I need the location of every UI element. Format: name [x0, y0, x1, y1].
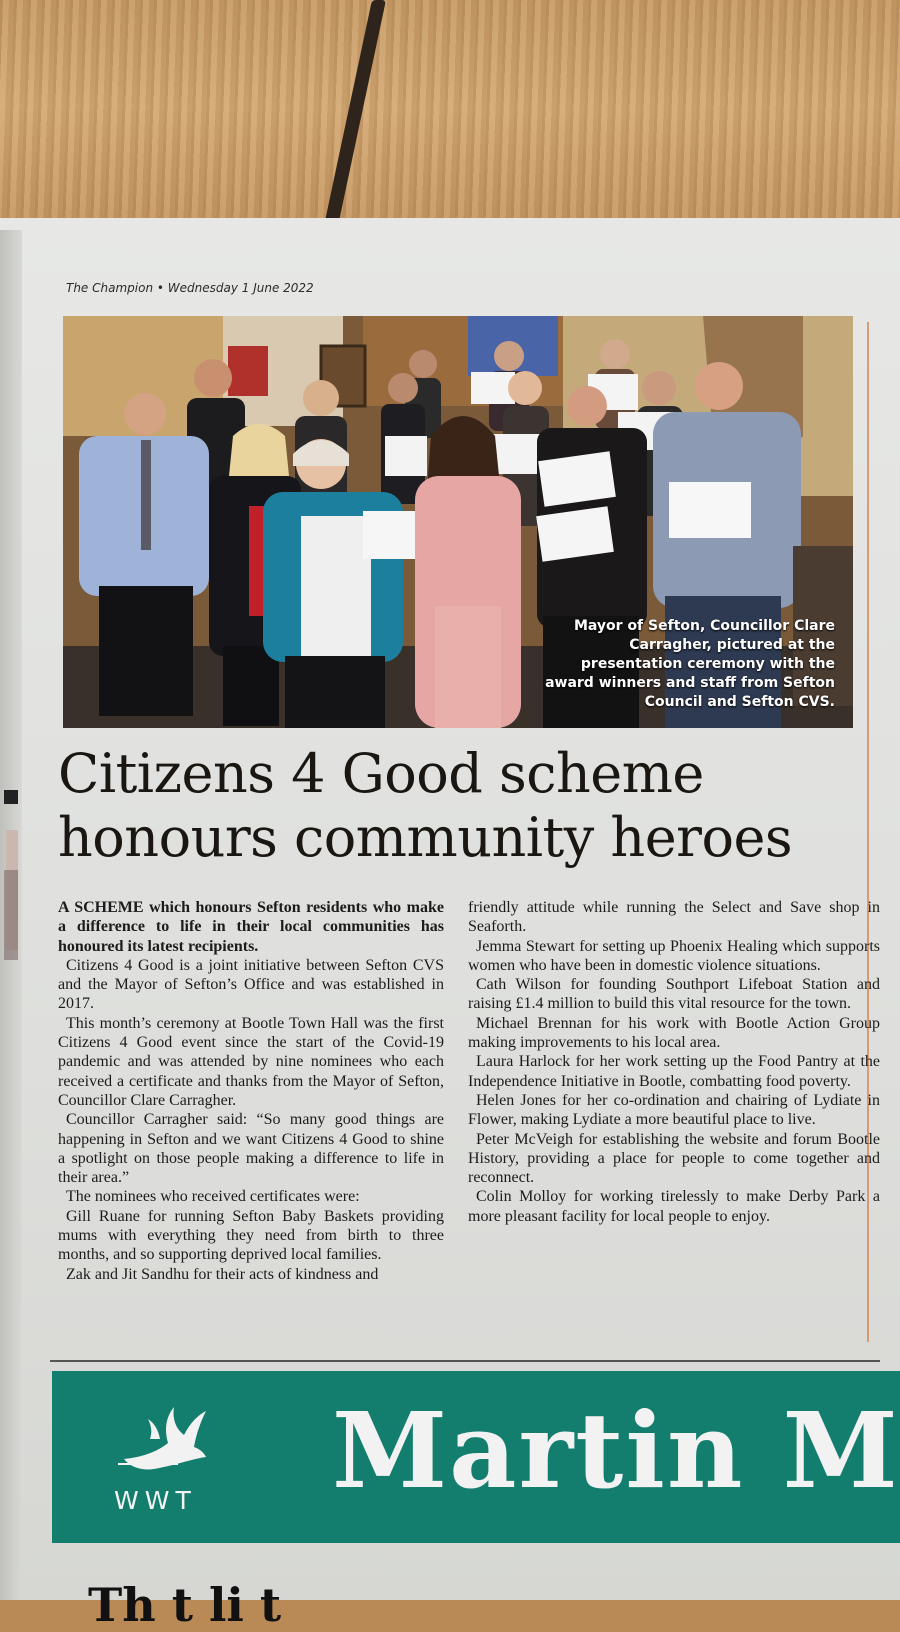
- previous-page-edge: [0, 230, 22, 1600]
- next-article-headline-fragment: [88, 1578, 868, 1632]
- article-paragraph: Councillor Carragher said: “So many good things are happening in Sefton and we want Citizens 4 Good to shine a spotlight on those people making a difference to life in their area.”: [58, 1111, 444, 1187]
- article-paragraph: The nominees who received certificates were:: [66, 1188, 360, 1206]
- swan-icon: [114, 1399, 210, 1479]
- article-paragraph: Jemma Stewart for setting up Phoenix Healing which supports women who have been in domestic violence situations.: [468, 937, 880, 974]
- article-lead: A SCHEME which honours Sefton residents who make a difference to life in their local communities has honoured its latest recipients.: [58, 899, 444, 955]
- article-paragraph: Colin Molloy for working tirelessly to make Derby Park a more pleasant facility for local people to enjoy.: [468, 1188, 880, 1225]
- advertisement-banner: [52, 1371, 900, 1543]
- ad-headline: Martin M: [332, 1389, 900, 1512]
- section-divider: [50, 1360, 880, 1362]
- table-gap: [323, 0, 386, 230]
- article-paragraph: Gill Ruane for running Sefton Baby Baskets providing mums with everything they need from birth to three months, and so supporting deprived local families.: [58, 1207, 444, 1264]
- article-paragraph: Laura Harlock for her work setting up the Food Pantry at the Independence Initiative in Bootle, combatting food poverty.: [468, 1053, 880, 1090]
- headline-line-2: honours community heroes: [58, 806, 793, 869]
- article-paragraph: Citizens 4 Good is a joint initiative between Sefton CVS and the Mayor of Sefton’s Office and was established in 2017.: [58, 956, 444, 1013]
- next-headline-text: Th t li t: [88, 1578, 282, 1632]
- article-column-right: [468, 898, 880, 1226]
- photo-caption: Mayor of Sefton, Councillor Clare Carragher, pictured at the presentation ceremony with the award winners and staff from Sefton Council and Sefton CVS.: [545, 618, 835, 710]
- headline: [58, 742, 878, 870]
- dateline: The Champion • Wednesday 1 June 2022: [66, 281, 314, 295]
- article-paragraph: friendly attitude while running the Select and Save shop in Seaforth.: [468, 899, 880, 936]
- article-paragraph: This month’s ceremony at Bootle Town Hall was the first Citizens 4 Good event since the start of the Covid-19 pandemic and was attended by nine nominees who each received a certificate and thanks from the Mayor of Sefton, Councillor Clare Carragher.: [58, 1014, 444, 1109]
- headline-line-1: Citizens 4 Good scheme: [58, 742, 704, 805]
- wwt-logo-text: WWT: [114, 1486, 197, 1515]
- article-column-left: [58, 898, 444, 1284]
- article-paragraph: Cath Wilson for founding Southport Lifeboat Station and raising £1.4 million to build this vital resource for the town.: [468, 976, 880, 1013]
- article-paragraph: Helen Jones for her co-ordination and chairing of Lydiate in Flower, making Lydiate a more beautiful place to live.: [468, 1091, 880, 1129]
- article-paragraph: Peter McVeigh for establishing the website and forum Bootle History, providing a place for people to come together and reconnect.: [468, 1130, 880, 1187]
- group-photo: [63, 316, 853, 728]
- article-paragraph: Michael Brennan for his work with Bootle Action Group making improvements to his local area.: [468, 1014, 880, 1052]
- article-paragraph: Zak and Jit Sandhu for their acts of kindness and: [66, 1265, 379, 1283]
- wooden-table: [0, 0, 900, 240]
